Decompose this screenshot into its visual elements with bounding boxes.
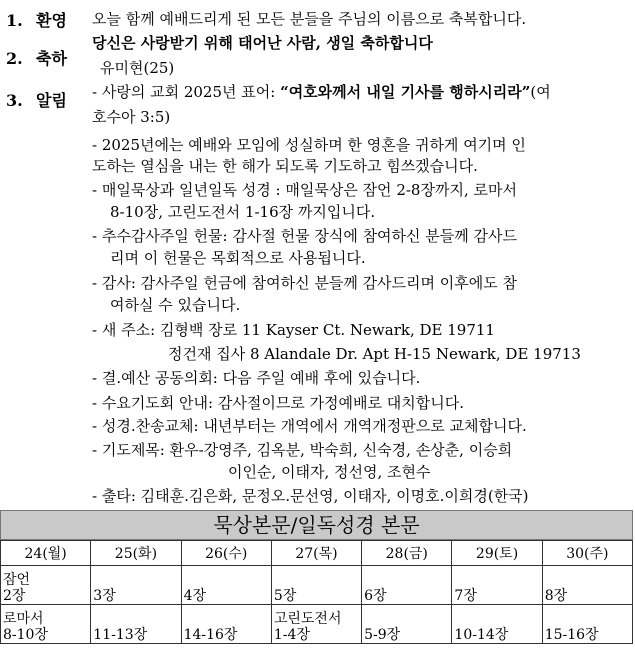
day-header: 30(주) xyxy=(542,541,632,566)
section-number: 3. xyxy=(6,91,23,110)
motto-prefix: - 사랑의 교회 2025년 표어: xyxy=(92,83,281,101)
table-header-row xyxy=(1,541,633,566)
announcement-thanksgiving-offering-cont: 리며 이 헌물은 목회적으로 사용됩니다. xyxy=(110,249,366,267)
chapter-range: 5-9장 xyxy=(364,627,401,643)
day-header: 24(월) xyxy=(1,541,91,566)
chapter-range: 1-4장 xyxy=(273,627,310,643)
reading-cell xyxy=(542,566,632,605)
day-header: 28(금) xyxy=(362,541,452,566)
reading-cell xyxy=(91,566,181,605)
chapter-range: 6장 xyxy=(364,588,387,604)
announcement-budget-meeting: - 결.예산 공동의회: 다음 주일 예배 후에 있습니다. xyxy=(92,369,421,387)
table-row xyxy=(1,566,633,605)
announcement-goal-cont: 도하는 열심을 내는 한 해가 되도록 기도하고 힘쓰겠습니다. xyxy=(92,157,478,175)
motto-quote: “여호와께서 내일 기사를 행하시리라” xyxy=(280,83,531,101)
chapter-range: 7장 xyxy=(454,588,477,604)
birthday-message: 당신은 사랑받기 위해 태어난 사람, 생일 축하합니다 xyxy=(92,34,433,52)
announcement-thanksgiving-offering: - 추수감사주일 헌물: 감사절 헌물 장식에 참여하신 분들께 감사드 xyxy=(92,227,518,245)
section-title: 알림 xyxy=(36,91,67,110)
announcement-goal: - 2025년에는 예배와 모임에 성실하며 한 영혼을 귀하게 여기며 인 xyxy=(92,136,526,154)
motto-line xyxy=(92,82,551,102)
section-announcements-heading xyxy=(6,88,67,111)
section-welcome-heading xyxy=(6,8,67,31)
day-header: 29(토) xyxy=(452,541,542,566)
reading-cell xyxy=(542,605,632,644)
section-title: 환영 xyxy=(36,11,67,30)
reading-schedule-title: 묵상본문/일독성경 본문 xyxy=(0,510,633,540)
announcement-prayer-requests-cont: 이인순, 이태자, 정선영, 조현수 xyxy=(228,463,431,481)
book-name: 로마서 xyxy=(3,611,44,627)
reading-cell xyxy=(362,605,452,644)
announcement-new-address: - 새 주소: 김형백 장로 11 Kayser Ct. Newark, DE 19711 xyxy=(92,321,495,339)
chapter-range: 14-16장 xyxy=(183,627,238,643)
section-celebration-heading xyxy=(6,46,67,69)
birthday-name: 유미현(25) xyxy=(100,59,175,77)
announcement-wednesday-prayer: - 수요기도회 안내: 감사절이므로 가정예배로 대치합니다. xyxy=(92,394,465,412)
chapter-range: 4장 xyxy=(183,588,206,604)
reading-cell xyxy=(271,605,361,644)
day-header: 25(화) xyxy=(91,541,181,566)
chapter-range: 5장 xyxy=(273,588,297,604)
reading-cell xyxy=(362,566,452,605)
chapter-range: 2장 xyxy=(3,588,26,604)
announcement-reading-cont: 8-10장, 고린도전서 1-16장 까지입니다. xyxy=(110,203,376,221)
reading-cell xyxy=(1,566,91,605)
reading-cell xyxy=(181,566,271,605)
announcement-bible-change: - 성경.찬송교체: 내년부터는 개역에서 개역개정판으로 교체합니다. xyxy=(92,417,527,435)
reading-cell xyxy=(271,566,361,605)
chapter-range: 15-16장 xyxy=(544,627,599,643)
table-row xyxy=(1,605,633,644)
book-name: 잠언 xyxy=(3,572,31,588)
announcement-thanks-cont: 여하실 수 있습니다. xyxy=(110,296,241,314)
reading-cell xyxy=(1,605,91,644)
chapter-range: 8장 xyxy=(544,588,568,604)
motto-suffix: (여 xyxy=(530,83,551,101)
chapter-range: 3장 xyxy=(93,588,116,604)
announcement-thanks: - 감사: 감사주일 헌금에 참여하신 분들께 감사드리며 이후에도 참 xyxy=(92,274,518,292)
section-title: 축하 xyxy=(36,49,67,68)
reading-cell xyxy=(452,566,542,605)
announcement-new-address-cont: 정건재 집사 8 Alandale Dr. Apt H-15 Newark, DE 19713 xyxy=(168,345,581,363)
chapter-range: 8-10장 xyxy=(3,627,48,643)
welcome-text: 오늘 함께 예배드리게 된 모든 분들을 주님의 이름으로 축복합니다. xyxy=(92,10,527,28)
book-name: 고린도전서 xyxy=(273,611,342,627)
chapter-range: 11-13장 xyxy=(93,627,148,643)
reading-cell xyxy=(181,605,271,644)
announcement-reading: - 매일묵상과 일년일독 성경 : 매일묵상은 잠언 2-8장까지, 로마서 xyxy=(92,181,517,199)
announcement-away: - 출타: 김태훈.김은화, 문정오.문선영, 이태자, 이명호.이희경(한국) xyxy=(92,487,529,505)
section-number: 1. xyxy=(6,11,23,30)
section-number: 2. xyxy=(6,49,23,68)
day-header: 26(수) xyxy=(181,541,271,566)
reading-schedule-table xyxy=(0,540,633,644)
day-header: 27(목) xyxy=(271,541,361,566)
reading-cell xyxy=(91,605,181,644)
chapter-range: 10-14장 xyxy=(454,627,509,643)
reading-cell xyxy=(452,605,542,644)
announcement-prayer-requests: - 기도제목: 환우-강영주, 김옥분, 박숙희, 신숙경, 손상춘, 이승희 xyxy=(92,441,513,459)
motto-reference: 호수아 3:5) xyxy=(92,108,171,126)
